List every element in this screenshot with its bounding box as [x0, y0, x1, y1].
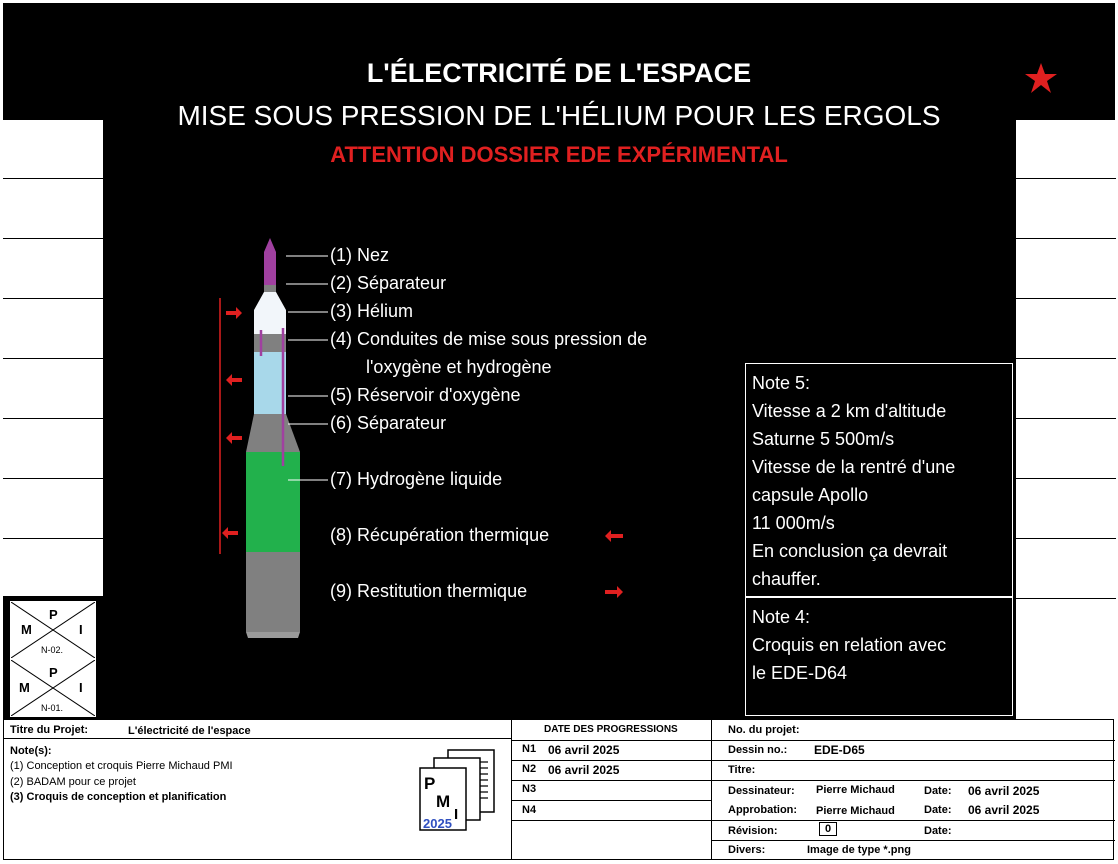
divers-value: Image de type *.png [807, 844, 911, 856]
stamp-m: M [21, 622, 32, 637]
progress-value: 06 avril 2025 [548, 743, 620, 757]
arrow-left-icon [603, 528, 625, 544]
logo-p: P [424, 774, 436, 793]
stamp-i: I [79, 622, 83, 637]
stamp-i: I [79, 680, 83, 695]
note-5-box [745, 363, 1013, 597]
note-5-line: capsule Apollo [752, 485, 869, 505]
label-conduits: (4) Conduites de mise sous pression de [330, 329, 648, 349]
arrow-left-icon [226, 374, 242, 386]
stamp-p: P [49, 607, 58, 622]
arrow-right-icon [226, 307, 242, 319]
page-title-text: L'ÉLECTRICITÉ DE L'ESPACE [361, 58, 757, 88]
rocket-separator-top [264, 285, 276, 292]
progress-header: DATE DES PROGRESSIONS [544, 724, 678, 735]
note-5-line: Saturne 5 500m/s [752, 429, 895, 449]
dessin-label: Dessin no.: [728, 744, 788, 756]
stamp-area [3, 596, 103, 720]
arrow-left-icon [222, 527, 238, 539]
thermal-arrows [222, 305, 248, 545]
label-recuperation: (8) Récupération thermique [330, 525, 550, 545]
label-conduits-cont: l'oxygène et hydrogène [366, 357, 552, 377]
dessin-value: EDE-D65 [814, 743, 865, 757]
date-value: 06 avril 2025 [968, 803, 1040, 817]
note-5-line: 11 000m/s [752, 513, 835, 533]
note-5-line: Vitesse de la rentré d'une [752, 457, 956, 477]
progress-value: 06 avril 2025 [548, 763, 620, 777]
revision-value: 0 [819, 822, 837, 836]
logo-m: M [436, 792, 451, 811]
note-5-title: Note 5: [752, 373, 811, 393]
rocket-lower-stage [246, 552, 300, 632]
note-5-line: Vitesse a 2 km d'altitude [752, 401, 947, 421]
label-separator-mid: (6) Séparateur [330, 413, 447, 433]
note-line: (2) BADAM pour ce projet [10, 776, 136, 788]
approbation-label: Approbation: [728, 804, 798, 816]
star-icon [1024, 62, 1058, 94]
note-4-line: le EDE-D64 [752, 663, 848, 683]
page-subtitle: MISE SOUS PRESSION DE L'HÉLIUM POUR LES ERGOLS [177, 100, 941, 131]
rocket-nozzles [246, 632, 300, 638]
divers-label: Divers: [728, 844, 766, 856]
progress-label: N3 [522, 783, 537, 795]
dessinateur-label: Dessinateur: [728, 785, 795, 797]
note-line: (3) Croquis de conception et planification [10, 791, 227, 803]
date-label: Date: [924, 785, 952, 797]
approbation-value: Pierre Michaud [816, 805, 895, 817]
stamp-code: N-02. [41, 645, 64, 655]
rocket-nose [264, 238, 276, 285]
progress-label: N1 [522, 743, 537, 755]
label-restitution: (9) Restitution thermique [330, 581, 528, 601]
logo-year: 2025 [423, 816, 452, 831]
stamp-code: N-01. [41, 703, 64, 713]
warning-text: ATTENTION DOSSIER EDE EXPÉRIMENTAL [330, 142, 788, 167]
arrow-left-icon [226, 432, 242, 444]
titre-label: Titre: [728, 764, 756, 776]
projet-title-label: Titre du Projet: [10, 724, 89, 736]
label-leader-lines [280, 250, 332, 490]
label-oxygen-tank: (5) Réservoir d'oxygène [330, 385, 521, 405]
label-hydrogen: (7) Hydrogène liquide [330, 469, 503, 489]
logo-i: I [454, 806, 459, 823]
mpi-stamp [10, 601, 96, 659]
projet-no-label: No. du projet: [728, 724, 800, 736]
date-label: Date: [924, 804, 952, 816]
dessinateur-value: Pierre Michaud [816, 784, 895, 796]
progress-label: N2 [522, 763, 537, 775]
label-separator-top: (2) Séparateur [330, 273, 447, 293]
progress-label: N4 [522, 804, 537, 816]
note-4-box [745, 597, 1013, 716]
note-5-line: En conclusion ça devrait [752, 541, 948, 561]
note-line: (1) Conception et croquis Pierre Michaud PMI [10, 760, 233, 772]
date-value: 06 avril 2025 [968, 784, 1040, 798]
notes-label: Note(s): [10, 745, 52, 757]
label-helium: (3) Hélium [330, 301, 414, 321]
title-block [3, 719, 1114, 860]
projet-title-value: L'électricité de l'espace [128, 725, 251, 737]
note-4-line: Croquis en relation avec [752, 635, 947, 655]
right-margin-column [1016, 120, 1116, 720]
revision-label: Révision: [728, 825, 778, 837]
mpi-stamp [10, 659, 96, 717]
label-nose: (1) Nez [330, 245, 390, 265]
page-title [0, 58, 1118, 89]
stamp-p: P [49, 665, 58, 680]
note-4-title: Note 4: [752, 607, 811, 627]
stamp-m: M [19, 680, 30, 695]
revision-date-label: Date: [924, 825, 952, 837]
arrow-right-icon [603, 584, 625, 600]
note-5-line: chauffer. [752, 569, 821, 589]
